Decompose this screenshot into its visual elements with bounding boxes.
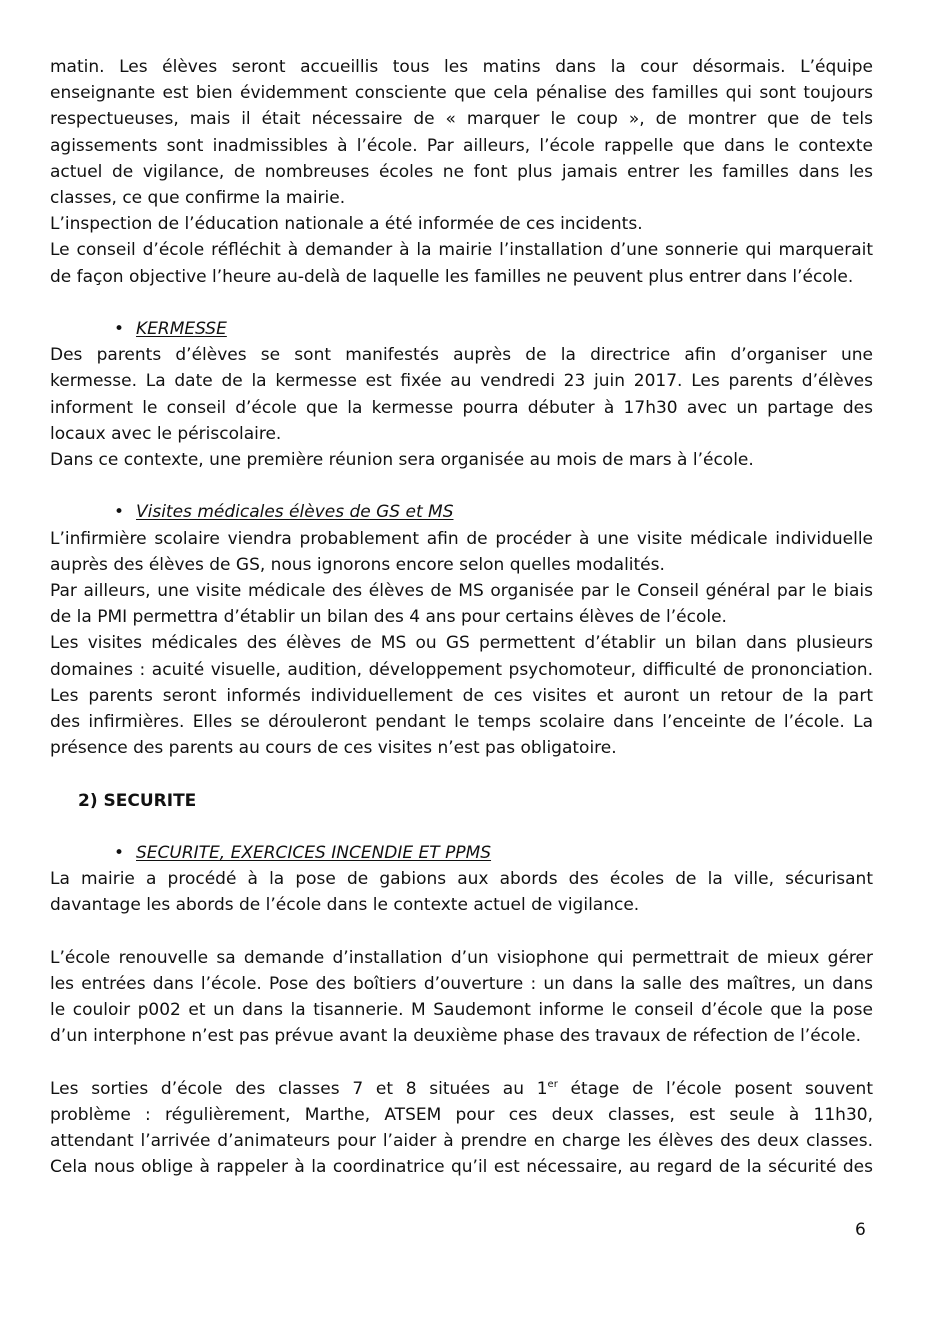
text-line: présence des parents au cours de ces visites n’est pas obligatoire. xyxy=(50,738,617,759)
text-line: enseignante est bien évidemment consciente que cela pénalise des familles qui sont toujours xyxy=(50,83,873,104)
paragraph-infirmiere xyxy=(50,526,873,578)
paragraph-accueil xyxy=(50,54,873,211)
superscript: er xyxy=(547,1078,558,1090)
spacer xyxy=(50,1050,873,1076)
text-line: de façon objective l’heure au-delà de laquelle les familles ne peuvent plus entrer dans l’école. xyxy=(50,266,854,287)
spacer xyxy=(50,473,873,499)
text-line: locaux avec le périscolaire. xyxy=(50,423,282,444)
heading-visites-medicales: • Visites médicales élèves de GS et MS xyxy=(136,499,873,525)
paragraph-visiophone xyxy=(50,945,873,1050)
text-line: L’infirmière scolaire viendra probablement afin de procéder à une visite médicale individuelle xyxy=(50,528,873,549)
text-line: problème : régulièrement, Marthe, ATSEM pour ces deux classes, est seule à 11h30, xyxy=(50,1105,873,1126)
document-page xyxy=(50,54,873,1181)
paragraph-bilan xyxy=(50,630,873,761)
spacer xyxy=(50,919,873,945)
text-line: de la PMI permettra d’établir un bilan des 4 ans pour certains élèves de l’école. xyxy=(50,607,727,628)
text-line: Cela nous oblige à rappeler à la coordinatrice qu’il est nécessaire, au regard de la sécurité des xyxy=(50,1157,873,1178)
text-line: davantage les abords de l’école dans le contexte actuel de vigilance. xyxy=(50,895,640,916)
text-line: agissements sont inadmissibles à l’école. Par ailleurs, l’école rappelle que dans le contexte xyxy=(50,135,873,156)
text-line: actuel de vigilance, de nombreuses écoles ne font plus jamais entrer les familles dans les xyxy=(50,161,873,182)
text-line: attendant l’arrivée d’animateurs pour l’aider à prendre en charge les élèves des deux classes. xyxy=(50,1131,873,1152)
text-line: auprès des élèves de GS, nous ignorons encore selon quelles modalités. xyxy=(50,554,665,575)
spacer xyxy=(50,814,873,840)
text-line: les entrées dans l’école. Pose des boîtiers d’ouverture : un dans la salle des maîtres, un dans xyxy=(50,974,873,995)
spacer xyxy=(50,761,873,787)
page-number: 6 xyxy=(855,1220,866,1240)
heading-kermesse: • KERMESSE xyxy=(136,316,873,342)
paragraph-sonnerie xyxy=(50,237,873,289)
paragraph-gabions xyxy=(50,866,873,918)
paragraph-pmi xyxy=(50,578,873,630)
paragraph-kermesse xyxy=(50,342,873,447)
text-line: La mairie a procédé à la pose de gabions aux abords des écoles de la ville, sécurisant xyxy=(50,869,873,890)
text-line: Le conseil d’école réfléchit à demander à la mairie l’installation d’une sonnerie qui marquerait xyxy=(50,240,873,261)
section-title-securite: 2) SECURITE xyxy=(78,790,197,811)
text-line: Des parents d’élèves se sont manifestés auprès de la directrice afin d’organiser une xyxy=(50,345,873,366)
text-fragment: étage de l’école posent souvent xyxy=(557,1078,873,1099)
text-line: d’un interphone n’est pas prévue avant la deuxième phase des travaux de réfection de l’école. xyxy=(50,1026,861,1047)
text-line: kermesse. La date de la kermesse est fixée au vendredi 23 juin 2017. Les parents d’élèves xyxy=(50,371,873,392)
spacer xyxy=(50,290,873,316)
text-line: le couloir p002 et un dans la tisannerie. M Saudemont informe le conseil d’école que la pose xyxy=(50,1000,873,1021)
text-line: informent le conseil d’école que la kermesse pourra débuter à 17h30 avec un partage des xyxy=(50,397,873,418)
text-fragment: Les sorties d’école des classes 7 et 8 situées au 1 xyxy=(50,1078,548,1099)
text-line: domaines : acuité visuelle, audition, développement psychomoteur, difficulté de prononciation. xyxy=(50,659,873,680)
text-line xyxy=(50,1076,873,1102)
text-line: Les parents seront informés individuellement de ces visites et auront un retour de la part xyxy=(50,685,873,706)
paragraph-reunion: Dans ce contexte, une première réunion sera organisée au mois de mars à l’école. xyxy=(50,450,754,471)
text-line: Par ailleurs, une visite médicale des élèves de MS organisée par le Conseil général par le biais xyxy=(50,581,873,602)
text-line: respectueuses, mais il était nécessaire de « marquer le coup », de montrer que de tels xyxy=(50,109,873,130)
heading-securite-exercices: • SECURITE, EXERCICES INCENDIE ET PPMS xyxy=(136,840,873,866)
text-line: L’école renouvelle sa demande d’installation d’un visiophone qui permettrait de mieux gérer xyxy=(50,947,873,968)
text-line: Les visites médicales des élèves de MS ou GS permettent d’établir un bilan dans plusieurs xyxy=(50,633,873,654)
text-line: des infirmières. Elles se dérouleront pendant le temps scolaire dans l’enceinte de l’école. La xyxy=(50,712,873,733)
text-line: classes, ce que confirme la mairie. xyxy=(50,188,346,209)
paragraph-sorties xyxy=(50,1076,873,1181)
paragraph-inspection: L’inspection de l’éducation nationale a été informée de ces incidents. xyxy=(50,214,643,235)
text-line: matin. Les élèves seront accueillis tous les matins dans la cour désormais. L’équipe xyxy=(50,57,873,77)
